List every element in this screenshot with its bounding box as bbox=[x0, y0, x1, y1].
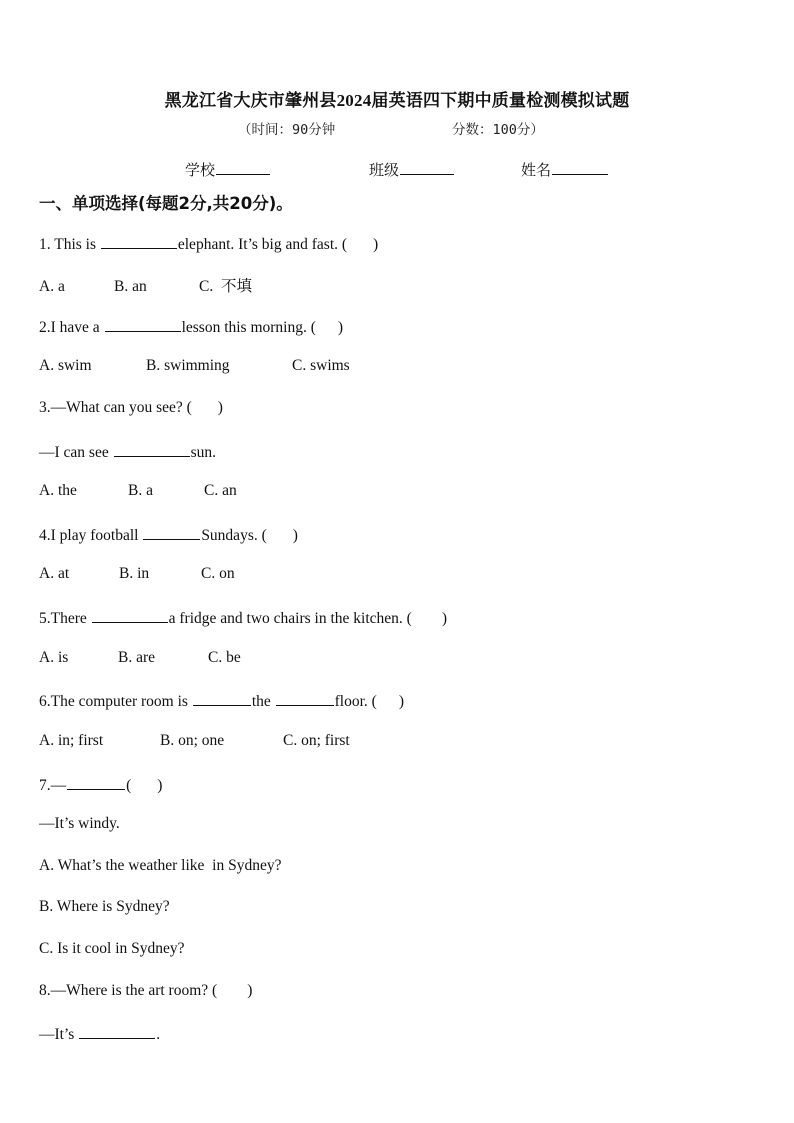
section-heading: 一、单项选择(每题2分,共20分)。 bbox=[39, 194, 293, 213]
question-text: The computer room is bbox=[50, 693, 192, 710]
question-number: 3. bbox=[39, 399, 51, 416]
exam-time: （时间：90分钟 bbox=[238, 122, 336, 138]
close-paren: ) bbox=[247, 982, 253, 999]
option-c[interactable]: C. Is it cool in Sydney? bbox=[39, 940, 185, 957]
question-text: — bbox=[50, 777, 67, 794]
option-a[interactable]: A. What’s the weather like in Sydney? bbox=[39, 857, 282, 874]
option-c[interactable]: C. an bbox=[204, 482, 237, 499]
question-8-reply bbox=[39, 1023, 160, 1044]
option-c[interactable]: C. be bbox=[208, 649, 241, 666]
exam-score: 分数：100分） bbox=[452, 122, 544, 138]
question-3 bbox=[39, 399, 223, 417]
close-paren: ) bbox=[398, 693, 404, 710]
answer-blank[interactable] bbox=[193, 690, 251, 706]
question-text: —Where is the art room? ( bbox=[50, 982, 218, 999]
question-number: 7. bbox=[39, 777, 51, 794]
answer-blank[interactable] bbox=[67, 774, 125, 790]
question-text: . bbox=[156, 1026, 161, 1043]
option-a[interactable]: A. is bbox=[39, 649, 69, 666]
question-8 bbox=[39, 982, 252, 1000]
name-field bbox=[521, 159, 609, 180]
question-number: 5. bbox=[39, 610, 51, 627]
option-b[interactable]: B. are bbox=[118, 649, 156, 666]
name-blank[interactable] bbox=[552, 160, 608, 175]
question-5 bbox=[39, 607, 447, 628]
question-text: floor. ( bbox=[334, 693, 377, 710]
question-text: lesson this morning. ( bbox=[181, 319, 316, 336]
question-7-reply: —It’s windy. bbox=[39, 815, 120, 832]
question-2 bbox=[39, 316, 343, 337]
close-paren: ) bbox=[373, 236, 379, 253]
answer-blank[interactable] bbox=[114, 441, 190, 457]
question-text: This is bbox=[50, 236, 100, 253]
answer-blank[interactable] bbox=[105, 316, 181, 332]
close-paren: ) bbox=[337, 319, 344, 336]
option-b[interactable]: B. an bbox=[114, 278, 147, 295]
question-number: 4. bbox=[39, 527, 51, 544]
option-a[interactable]: A. a bbox=[39, 278, 65, 295]
question-text: Sundays. ( bbox=[201, 527, 267, 544]
options-6 bbox=[39, 732, 350, 750]
school-label: 学校 bbox=[185, 163, 216, 179]
close-paren: ) bbox=[217, 399, 223, 416]
question-text: There bbox=[50, 610, 91, 627]
close-paren: ) bbox=[292, 527, 298, 544]
option-c[interactable]: C. on; first bbox=[283, 732, 350, 749]
option-b[interactable]: B. in bbox=[119, 565, 150, 582]
question-number: 8. bbox=[39, 982, 51, 999]
answer-blank[interactable] bbox=[92, 607, 168, 623]
options-5 bbox=[39, 649, 241, 667]
option-c[interactable]: C. swims bbox=[292, 357, 350, 374]
question-4 bbox=[39, 524, 298, 545]
answer-blank[interactable] bbox=[101, 233, 177, 249]
option-b[interactable]: B. swimming bbox=[146, 357, 230, 374]
option-a[interactable]: A. the bbox=[39, 482, 77, 499]
question-text: I play football bbox=[50, 527, 143, 544]
question-6 bbox=[39, 690, 404, 711]
options-3 bbox=[39, 482, 237, 500]
option-a[interactable]: A. at bbox=[39, 565, 70, 582]
option-b[interactable]: B. a bbox=[128, 482, 153, 499]
options-2 bbox=[39, 357, 350, 375]
question-1 bbox=[39, 233, 378, 254]
answer-blank[interactable] bbox=[79, 1023, 155, 1039]
question-text: —It’s bbox=[39, 1026, 79, 1043]
option-b[interactable]: B. Where is Sydney? bbox=[39, 898, 170, 915]
options-4 bbox=[39, 565, 235, 583]
question-text: ( bbox=[126, 777, 132, 794]
question-number: 1. bbox=[39, 236, 51, 253]
option-a[interactable]: A. in; first bbox=[39, 732, 104, 749]
option-b[interactable]: B. on; one bbox=[160, 732, 225, 749]
question-text: —What can you see? ( bbox=[50, 399, 192, 416]
close-paren: ) bbox=[157, 777, 163, 794]
close-paren: ) bbox=[441, 610, 447, 627]
question-text: sun. bbox=[190, 444, 217, 461]
question-text: —I can see bbox=[39, 444, 113, 461]
options-1 bbox=[39, 274, 252, 296]
question-text: a fridge and two chairs in the kitchen. ( bbox=[168, 610, 412, 627]
answer-blank[interactable] bbox=[143, 524, 200, 540]
option-a[interactable]: A. swim bbox=[39, 357, 92, 374]
name-label: 姓名 bbox=[521, 163, 552, 179]
question-7 bbox=[39, 774, 162, 795]
class-label: 班级 bbox=[369, 163, 400, 179]
class-field bbox=[369, 159, 455, 180]
school-blank[interactable] bbox=[216, 160, 270, 175]
question-number: 2. bbox=[39, 319, 51, 336]
option-c[interactable]: C. 不填 bbox=[199, 278, 252, 295]
answer-blank[interactable] bbox=[276, 690, 334, 706]
question-number: 6. bbox=[39, 693, 51, 710]
question-text: elephant. It’s big and fast. ( bbox=[177, 236, 348, 253]
option-c[interactable]: C. on bbox=[201, 565, 235, 582]
question-text: I have a bbox=[50, 319, 104, 336]
exam-title: 黑龙江省大庆市肇州县2024届英语四下期中质量检测模拟试题 bbox=[164, 91, 630, 110]
school-field bbox=[185, 159, 271, 180]
class-blank[interactable] bbox=[400, 160, 454, 175]
question-text: the bbox=[251, 693, 275, 710]
question-3-reply bbox=[39, 441, 216, 462]
